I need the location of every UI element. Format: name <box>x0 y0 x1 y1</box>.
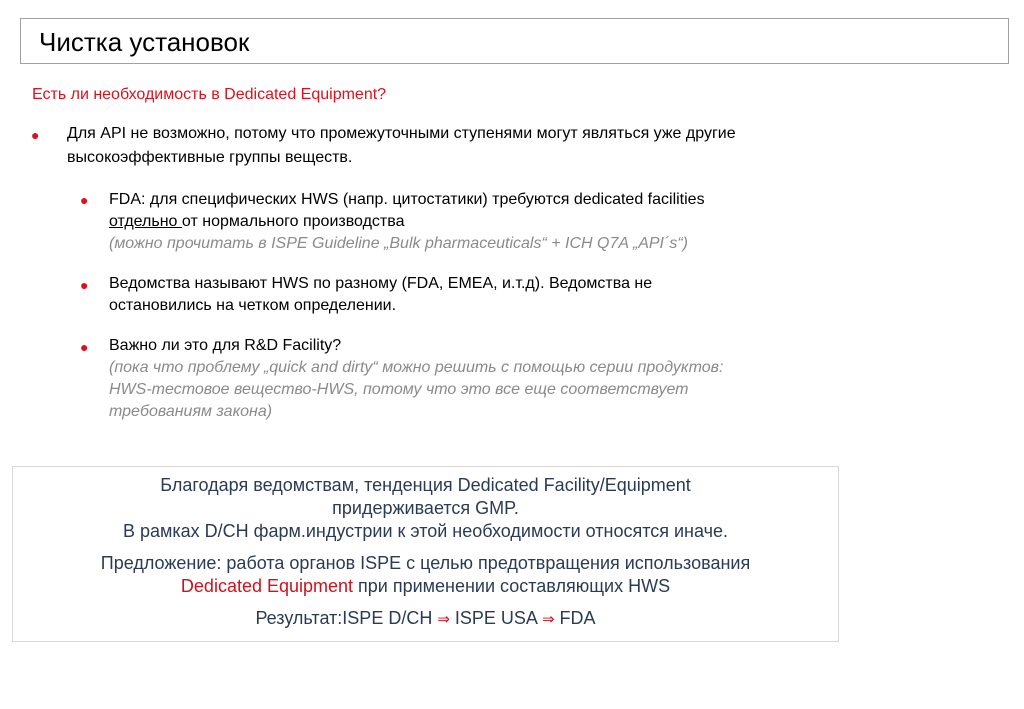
agencies-line-1: Ведомства называют HWS по разному (FDA, EMEA, и.т.д). Ведомства не <box>109 275 653 292</box>
main-bullet-line-2: высокоэффективные группы веществ. <box>67 149 353 166</box>
summary-box <box>12 466 839 642</box>
proposal-line-1: Предложение: работа органов ISPE с целью предотвращения использования <box>100 553 751 573</box>
summary-p2: В рамках D/CH фарм.индустрии к этой необходимости относятся иначе. <box>122 521 728 541</box>
summary-p1-line-2: придерживается GMP. <box>332 498 519 518</box>
question-heading: Есть ли необходимость в Dedicated Equipment? <box>32 86 387 103</box>
bullet-dot: ● <box>31 127 40 143</box>
sub-bullet-fda <box>109 189 829 255</box>
right-arrow-icon: ⇒ <box>437 611 450 628</box>
bullet-dot: ● <box>80 339 89 355</box>
page-title: Чистка установок <box>39 27 250 57</box>
right-arrow-icon: ⇒ <box>541 611 555 628</box>
rd-line-1: Важно ли это для R&D Facility? <box>109 337 342 354</box>
main-bullet-line-1: Для API не возможно, потому что промежуточными ступенями могут являться уже другие <box>67 125 736 142</box>
result-part-c: FDA <box>554 608 596 628</box>
proposal-line-2-rest: при применении составляющих HWS <box>353 576 671 596</box>
fda-underlined-word: отдельно <box>109 213 182 230</box>
rd-note-2: HWS-тестовое вещество-HWS, потому что это все еще соответствует <box>109 381 689 398</box>
rd-note-3: требованиям закона) <box>109 403 273 420</box>
summary-proposal <box>13 552 838 598</box>
title-box <box>20 18 1009 64</box>
summary-result <box>13 607 838 631</box>
agencies-line-2: остановились на четком определении. <box>109 297 397 314</box>
sub-bullet-rd <box>109 335 849 423</box>
result-part-b: ISPE USA <box>449 608 542 628</box>
rd-note-1: (пока что проблему „quick and dirty“ можно решить с помощью серии продуктов: <box>109 359 724 376</box>
summary-p1-line-1: Благодаря ведомствам, тенденция Dedicated Facility/Equipment <box>160 475 691 495</box>
fda-note: (можно прочитать в ISPE Guideline „Bulk pharmaceuticals“ + ICH Q7A „API´s“) <box>109 235 688 252</box>
fda-line-2: от нормального производства <box>181 213 405 230</box>
summary-paragraph-1 <box>13 474 838 543</box>
bullet-dot: ● <box>80 192 89 208</box>
main-bullet <box>67 123 867 169</box>
bullet-dot: ● <box>80 277 89 293</box>
result-part-a: Результат:ISPE D/CH <box>255 608 438 628</box>
sub-bullet-agencies <box>109 273 829 317</box>
fda-line-1: FDA: для специфических HWS (напр. цитостатики) требуются dedicated facilities <box>109 191 705 208</box>
dedicated-equipment-highlight: Dedicated Equipment <box>180 576 354 596</box>
